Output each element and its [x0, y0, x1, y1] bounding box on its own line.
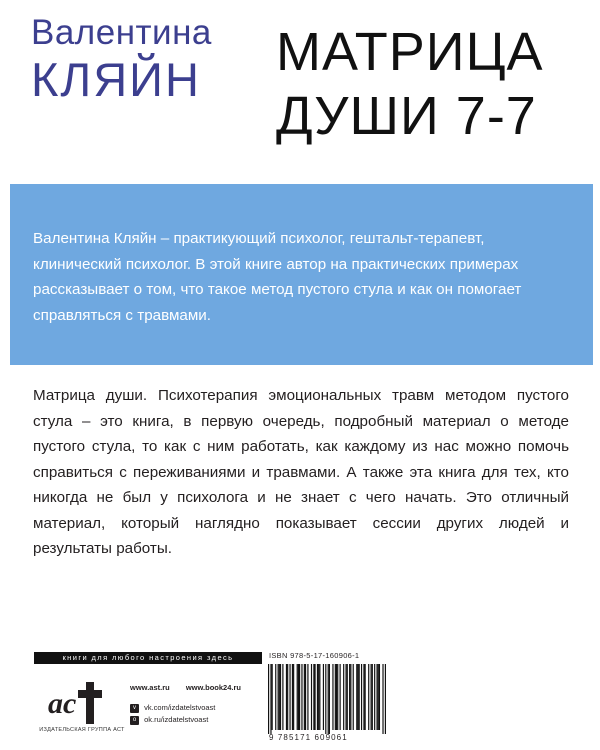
- barcode-bar: [328, 664, 329, 734]
- barcode-bar: [340, 664, 341, 730]
- barcode-bar: [349, 664, 350, 730]
- barcode-bar: [343, 664, 344, 730]
- link-vk[interactable]: vk.com/izdatelstvoast: [144, 703, 216, 712]
- link-book24[interactable]: www.book24.ru: [185, 683, 241, 692]
- barcode-bar: [319, 664, 320, 730]
- barcode-bar: [318, 664, 319, 730]
- barcode-bar: [279, 664, 280, 730]
- publisher-tagline-bar: книги для любого настроения здесь: [34, 652, 262, 664]
- barcode-bar: [301, 664, 302, 730]
- barcode-bar: [286, 664, 287, 730]
- barcode-bar: [323, 664, 324, 730]
- book-title-line-1: МАТРИЦА: [276, 22, 544, 82]
- barcode-bar: [353, 664, 354, 730]
- publisher-caption: ИЗДАТЕЛЬСКАЯ ГРУППА АСТ: [39, 727, 125, 733]
- book-title: [276, 20, 586, 148]
- isbn-number: ISBN 978-5-17-160906-1: [269, 651, 360, 660]
- barcode-bar: [307, 664, 308, 730]
- barcode-digits: 9 785171 609061: [269, 733, 348, 742]
- barcode-bar: [332, 664, 333, 730]
- barcode-bar: [372, 664, 373, 730]
- barcode-bar: [363, 664, 364, 730]
- svg-text:ac: ac: [48, 687, 77, 720]
- barcode-bar: [385, 664, 386, 734]
- barcode-bar: [299, 664, 300, 730]
- barcode-bar: [379, 664, 380, 730]
- barcode-bar: [357, 664, 358, 730]
- barcode-bar: [280, 664, 281, 730]
- barcode-bar: [337, 664, 338, 730]
- barcode-bar: [272, 664, 273, 730]
- barcode-bar: [304, 664, 305, 730]
- ok-icon: o: [130, 716, 139, 725]
- barcode-bar: [350, 664, 351, 730]
- barcode-bar: [275, 664, 276, 730]
- barcode: [268, 664, 386, 734]
- barcode-bar: [293, 664, 294, 730]
- barcode-bar: [382, 664, 383, 734]
- link-ast[interactable]: www.ast.ru: [130, 683, 170, 692]
- barcode-bar: [317, 664, 318, 730]
- barcode-bar: [368, 664, 369, 730]
- barcode-bar: [282, 664, 283, 730]
- barcode-bar: [287, 664, 288, 730]
- vk-icon: v: [130, 704, 139, 713]
- barcode-bar: [356, 664, 357, 730]
- barcode-bar: [297, 664, 298, 730]
- author-first-name: Валентина: [31, 13, 212, 52]
- barcode-bar: [292, 664, 293, 730]
- barcode-bar: [298, 664, 299, 730]
- barcode-bar: [345, 664, 346, 730]
- barcode-bar: [347, 664, 348, 730]
- barcode-bar: [311, 664, 312, 730]
- link-ok[interactable]: ok.ru/izdatelstvoast: [144, 715, 209, 724]
- barcode-bar: [314, 664, 315, 730]
- barcode-bar: [335, 664, 336, 730]
- barcode-bar: [268, 664, 269, 734]
- barcode-bar: [361, 664, 362, 730]
- barcode-bar: [325, 664, 326, 734]
- author-last-name: КЛЯЙН: [31, 53, 201, 106]
- barcode-bar: [336, 664, 337, 730]
- book-description-text: Матрица души. Психотерапия эмоциональных травм методом пустого стула – это книга, в первую очередь, подробный материал о методе пустого стула, то как с ним работать, как каждому из нас можно помочь справиться с переживаниями и травмами. А также эта книга для тех, кто никогда не был у психолога и не знает с чего начать. Это отличный материал, который наглядно показывает сессии других людей и результаты работы.: [33, 387, 569, 557]
- barcode-bar: [365, 664, 366, 730]
- barcode-bar: [289, 664, 290, 730]
- author-annotation-text: Валентина Кляйн – практикующий психолог, гештальт-терапевт, клинический психолог. В этой книге автор на практических примерах рассказывает о том, что такое метод пустого стула и как он помогает справляться с травмами.: [33, 230, 522, 324]
- barcode-bar: [371, 664, 372, 730]
- barcode-bar: [278, 664, 279, 730]
- barcode-bar: [359, 664, 360, 730]
- barcode-bar: [270, 664, 271, 734]
- barcode-bar: [378, 664, 379, 730]
- barcode-bar: [313, 664, 314, 730]
- barcode-bar: [305, 664, 306, 730]
- barcode-bar: [376, 664, 377, 730]
- barcode-bar: [329, 664, 330, 734]
- book-title-line-2: ДУШИ 7-7: [276, 86, 537, 146]
- barcode-bar: [374, 664, 375, 730]
